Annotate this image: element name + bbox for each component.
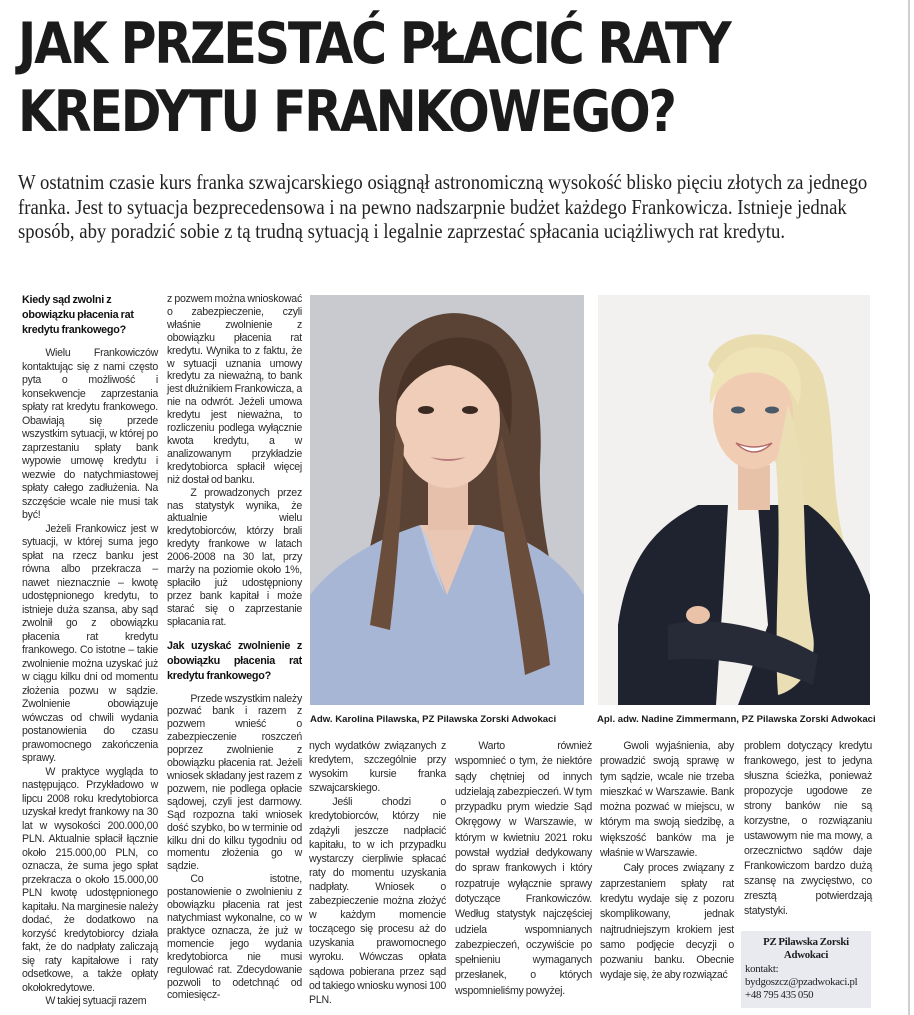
article-column-6 (744, 739, 872, 1008)
paragraph: problem dotyczący kredytu frankowego, jest to jedyna słuszna ścieżka, ponieważ propozycje ugodowe ze strony banków nie są korzystne, o rozwiązaniu ustawowym nie ma mowy, a orzecznictwo sądów daje Frankowiczom bardzo dużą szansę na zwycięstwo, co zresztą potwierdzają statystyki. (744, 740, 872, 917)
headline (18, 10, 775, 146)
portrait-photo-karolina-pilawska (310, 295, 584, 705)
paragraph: z pozwem można wnioskować o zabezpieczenie, czyli właśnie zwolnienie z obowiązku płacenia rat kredytu. Wynika to z faktu, że w sytuacji uznania umowy kredytu za nieważną, to bank jest dłużnikiem Frankowicza, a nie na odwrót. Jeżeli umowa kredytu jest nieważna, to rozliczeniu podlega wyłącznie kwota kredytu, a w analizowanym przykładzie kredytobiorca spłacił więcej niż dostał od banku. (167, 293, 302, 486)
article-column-5 (600, 739, 734, 984)
paragraph: Przede wszystkim należy pozwać bank i razem z pozwem wnieść o zabezpieczenie roszczeń poprzez zwolnienie z obowiązku płacenia rat. Jeżeli wniosek składany jest razem z pozwem, nie podlega opłacie sądowej, czyli jest darmowy. Sąd rozpozna taki wniosek dość szybko, bo w terminie od kilku dni do kilku tygodniu od momentu złożenia go w sądzie. (167, 692, 302, 873)
section-heading-2: Jak uzyskać zwolnienie z obowiązku płacenia rat kredytu frankowego? (167, 639, 302, 682)
paragraph: W takiej sytuacji razem (45, 995, 147, 1007)
paragraph: Jeżeli Frankowicz jest w sytuacji, w której suma jego spłat na rzecz banku jest równa albo przekracza – nawet nieznacznie – kwotę udostępnionego kredytu, to istnieje duża szansa, aby sąd zwolnił go z obowiązku płacenia rat kredytu frankowego. Co istotne – takie zwolnienie można uzyskać już w ciągu kilku dni od momentu złożenia pozwu w sądzie. Zwolnienie obowiązuje wówczas od chwili wydania postanowienia do czasu prawomocnego zakończenia sprawy. (22, 522, 158, 764)
portrait-illustration (598, 295, 870, 705)
section-heading-1: Kiedy sąd zwolni z obowiązku płacenia rat kredytu frankowego? (22, 294, 134, 336)
paragraph: Wielu Frankowiczów kontaktując się z nami często pyta o możliwość i konsekwencje zaprzestania spłaty rat kredytu frankowego. Obawiają się przede wszystkim sytuacji, w której po zaprzestaniu spłaty bank wypowie umowę kredytu i wezwie do natychmiastowej spłaty całego zadłużenia. Na szczęście wcale nie musi tak być! (22, 347, 158, 521)
paragraph: Gwoli wyjaśnienia, aby prowadzić swoją sprawę w tym sądzie, wcale nie trzeba mieszkać w Warszawie. Bank można pozwać w miejscu, w którym ma swoją siedzibę, a większość banków ma je właśnie w Warszawie. (600, 740, 734, 860)
paragraph: nych wydatków związanych z kredytem, szczególnie przy wysokim kursie franka szwajcarskiego. (309, 740, 446, 795)
lead-paragraph: W ostatnim czasie kurs franka szwajcarskiego osiągnął astronomiczną wysokość blisko pięciu złotych za jednego franka. Jest to sytuacja bezprecedensowa i na pewno nadszarpnie budżet każdego Frankowicza. Istnieje jednak sposób, aby poradzić sobie z tą trudną sytuacją i legalnie zaprzestać spłacania uciążliwych rat kredytu. (18, 170, 868, 243)
photo-caption-2: Apl. adw. Nadine Zimmermann, PZ Pilawska Zorski Adwokaci (597, 714, 876, 725)
contact-box (741, 931, 871, 1008)
article-column-4 (455, 739, 592, 999)
article-column-2 (167, 293, 302, 1002)
headline-line-1: JAK PRZESTAĆ PŁACIĆ RATY (18, 11, 730, 77)
paragraph: Z prowadzonych przez nas statystyk wynika, że aktualnie wielu kredytobiorców, którzy brali kredyty frankowe w latach 2006-2008 na 30 lat, przy marży na poziomie około 1%, spłaciło już udostępniony przez bank kapitał i może starać się o zaprzestanie spłacania rat. (167, 486, 302, 628)
article-column-1 (22, 293, 158, 1009)
photo-caption-1: Adw. Karolina Pilawska, PZ Pilawska Zorski Adwokaci (310, 714, 557, 725)
paragraph: W praktyce wygląda to następująco. Przykładowo w lipcu 2008 roku kredytobiorca uzyskał kredyt frankowy na 30 lat w wysokości 200.000,00 PLN. Aktualnie spłacił łącznie około 215.000,00 PLN, co oznacza, że suma jego spłat przekracza o około 15.000,00 PLN kwotę udostępnionego kapitału. Na marginesie należy dodać, że dodatkowo na korzyść kredytobiorcy działa fakt, że do nadpłaty zaliczają się raty kapitałowe i raty odsetkowe, a także opłaty okołokredytowe. (22, 765, 158, 994)
paragraph: Co istotne, postanowienie o zwolnieniu z obowiązku płacenia rat jest natychmiast wykonalne, co w praktyce oznacza, że już w momencie jego wydania kredytobiorca nie musi regulować rat. Zdecydowanie pozwoli to odetchnąć od comiesięcz- (167, 873, 302, 1002)
contact-organization: PZ Pilawska Zorski Adwokaci (763, 936, 849, 962)
article-column-3 (309, 739, 446, 1007)
paragraph: Jeśli chodzi o kredytobiorców, którzy nie zdążyli jeszcze nadpłacić kapitału, to w ich przypadku wystarczy cierpliwie spłacać raty do momentu uzyskania nadpłaty. Wniosek o zabezpieczenie można złożyć w każdym momencie toczącego się procesu aż do uzyskania prawomocnego wyroku. Wówczas opłata sądowa pobierana przez sąd od takiego wniosku wynosi 100 PLN. (309, 796, 446, 1006)
paragraph: Cały proces związany z zaprzestaniem spłaty rat kredytu wydaje się z pozoru skomplikowany, jednak najtrudniejszym krokiem jest samo podjęcie decyzji o pozwaniu banku. Obecnie wydaje się, że aby rozwiązać (600, 862, 734, 982)
portrait-illustration (310, 295, 584, 705)
paragraph: Warto również wspomnieć o tym, że niektóre sądy chętniej od innych udzielają zabezpieczeń. W tym przypadku prym wiedzie Sąd Okręgowy w Warszawie, w którym w kwietniu 2021 roku powstał wydział dedykowany do spraw frankowych i który rozpatruje wyłącznie sprawy dotyczące Frankowiczów. Według statystyk najczęściej udziela wspomnianych zabezpieczeń, oczywiście po spełnieniu wymaganych przesłanek, o których wspomnieliśmy powyżej. (455, 740, 592, 997)
contact-phone[interactable]: +48 795 435 050 (745, 989, 814, 1002)
page-edge-rule (908, 0, 910, 1015)
contact-label: kontakt: (745, 962, 779, 975)
portrait-photo-nadine-zimmermann (598, 295, 870, 705)
contact-email-link[interactable]: bydgoszcz@pzadwokaci.pl (745, 975, 858, 988)
headline-line-2: KREDYTU FRANKOWEGO? (18, 79, 675, 145)
